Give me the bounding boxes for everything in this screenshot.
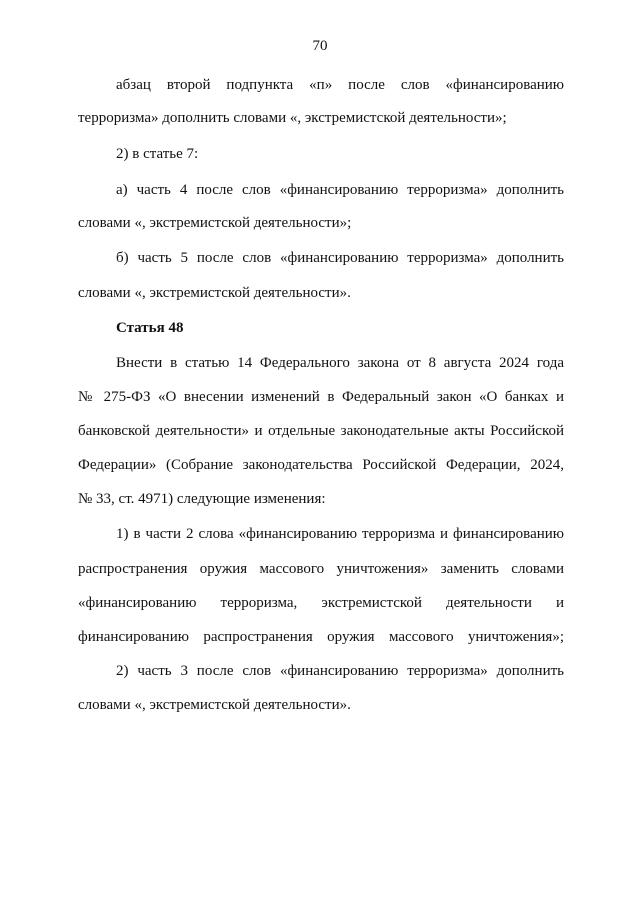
text-line: финансированию распространения оружия массового уничтожения»; — [78, 629, 564, 645]
text-line: «финансированию терроризма, экстремистской деятельности и — [78, 595, 564, 611]
article-heading: Статья 48 — [116, 320, 184, 336]
text-line: терроризма» дополнить словами «, экстремистской деятельности»; — [78, 110, 507, 126]
text-line: б) часть 5 после слов «финансированию терроризма» дополнить — [116, 250, 564, 266]
text-line: абзац второй подпункта «п» после слов «финансированию — [116, 77, 564, 93]
text-line: банковской деятельности» и отдельные законодательные акты Российской — [78, 423, 564, 439]
text-line: словами «, экстремистской деятельности». — [78, 285, 351, 301]
text-line: Федерации» (Собрание законодательства Российской Федерации, 2024, — [78, 457, 564, 473]
page-number: 70 — [312, 38, 328, 54]
text-line: Внести в статью 14 Федерального закона от 8 августа 2024 года — [116, 355, 564, 371]
text-line: распространения оружия массового уничтожения» заменить словами — [78, 561, 564, 577]
text-line: словами «, экстремистской деятельности»; — [78, 215, 352, 231]
text-line: 2) в статье 7: — [116, 146, 199, 162]
text-line: словами «, экстремистской деятельности». — [78, 697, 351, 713]
text-line: 2) часть 3 после слов «финансированию терроризма» дополнить — [116, 663, 564, 679]
text-line: № 33, ст. 4971) следующие изменения: — [78, 491, 326, 507]
text-line: 1) в части 2 слова «финансированию терроризма и финансированию — [116, 526, 564, 542]
text-line: а) часть 4 после слов «финансированию терроризма» дополнить — [116, 182, 564, 198]
text-line: № 275-ФЗ «О внесении изменений в Федеральный закон «О банках и — [78, 389, 564, 405]
